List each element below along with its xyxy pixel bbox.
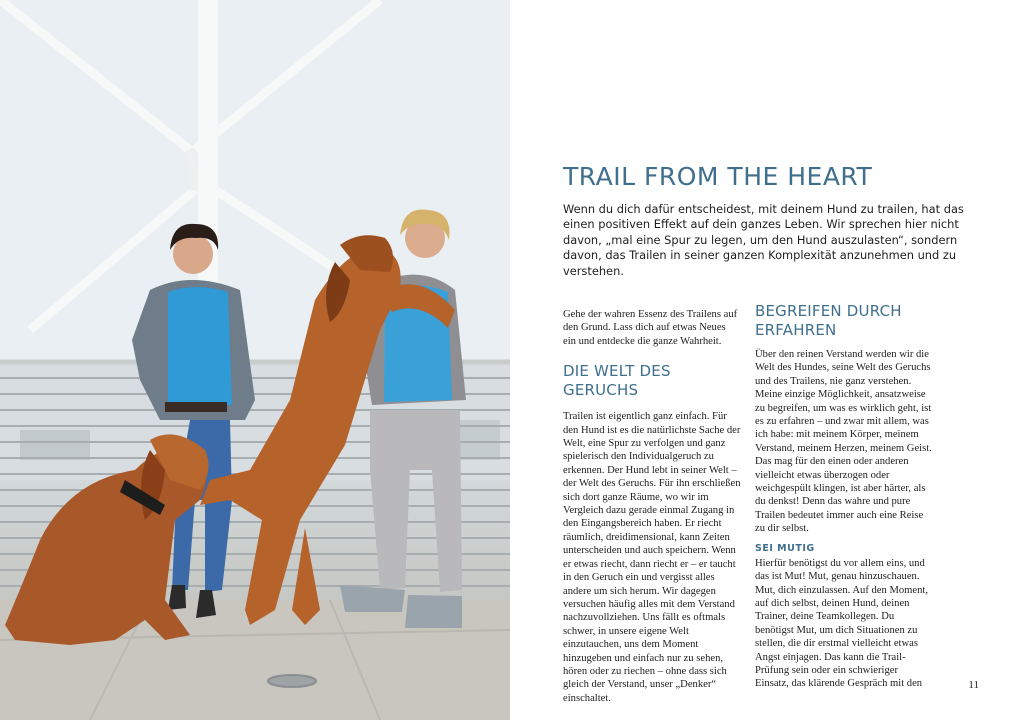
page-number: 11 xyxy=(968,679,979,691)
body-paragraph: Trailen ist eigentlich ganz einfach. Für den Hund ist es die natürlichste Sache der Welt, eine Spur zu verfolgen und ganz spielerisch den Individualgeruch zu erkennen. Der Hund lebt in seiner Welt – der Welt des Geruchs. Für ihn erschließen sich dort ganze Räume, wo wir im Vergleich dazu gerade einmal Zugang in den Eingangsbereich haben. Er riecht räumlich, dreidimensional, kann Zeiten unterscheiden und auch speichern. Wenn er etwas riecht, dann riecht er – er taucht in den Geruch ein und vergisst alles andere um sich herum. Wir dagegen versuchen häufig alles mit dem Verstand nachzuvollziehen. Uns fällt es oftmals schwer, in unsere eigene Welt einzutauchen, uns dem Moment hinzugeben und einfach nur zu sehen, hören oder zu riechen – ohne dass sich gleich der Verstand, unser „Denker“ einschaltet. xyxy=(563,411,741,704)
intro-paragraph: Wenn du dich dafür entscheidest, mit deinem Hund zu trailen, hat das einen positiven Effekt auf dein ganzes Leben. Wir sprechen hier nicht davon, „mal eine Spur zu legen, um den Hund auszulasten“, sondern davon, das Trailen in seiner ganzen Komplexität anzunehmen und zu verstehen. xyxy=(563,202,964,278)
text-column-right xyxy=(755,302,933,691)
lead-paragraph: Gehe der wahren Essenz des Trailens auf den Grund. Lass dich auf etwas Neues ein und entdecke die ganze Wahrheit. xyxy=(563,309,738,347)
subheading-sei-mutig: SEI MUTIG xyxy=(755,542,815,554)
body-paragraph: Hierfür benötigst du vor allem eins, und das ist Mut! Mut, genau hinzuschauen. Mut, dich einzulassen. Auf den Moment, auf dich selbst, deinen Hund, deinen Trainer, deine Teamkollegen. Du benötigst Mut, um dich Situationen zu stellen, die dir erstmal vielleicht etwas Angst einjagen. Das kann die Trail-Prüfung sein oder ein schwieriger Einsatz, das klärende Gespräch mit den xyxy=(755,557,929,690)
text-page xyxy=(510,0,1020,720)
section-heading-begreifen-durch-erfahren: BEGREIFEN DURCH ERFAHREN xyxy=(755,302,902,339)
page-title: TRAIL FROM THE HEART xyxy=(563,162,873,191)
text-column-left xyxy=(563,308,741,705)
floor-light xyxy=(268,675,316,687)
section-heading-welt-des-geruchs: DIE WELT DES GERUCHS xyxy=(563,362,671,400)
body-paragraph: Über den reinen Verstand werden wir die Welt des Hundes, seine Welt des Geruchs und des Trailens, nie ganz verstehen. Meine einzige Möglichkeit, ansatzweise zu begreifen, um was es wirklich geht, ist es zu erfahren – und zwar mit allem, was ich habe: mit meinem Körper, meinem Verstand, meinem Herzen, meinem Geist. Das mag für den einen oder anderen vielleicht etwas überzogen oder weichgespült klingen, ist aber härter, als du denkst! Denn das wahre und pure Trailen bedeutet immer auch eine Reise zu dir selbst. xyxy=(755,349,932,535)
